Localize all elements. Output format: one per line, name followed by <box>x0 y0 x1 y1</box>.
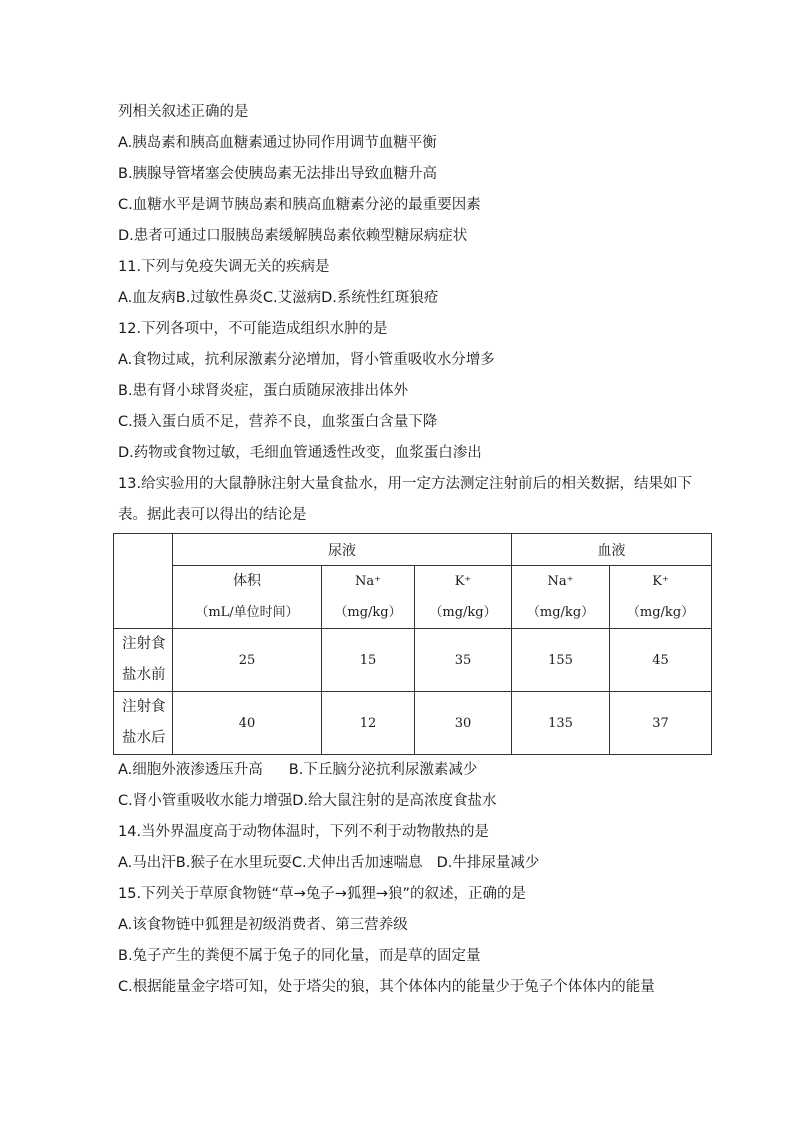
row-label-line-2: 盐水后 <box>122 730 166 746</box>
q12-option-d: D.药物或食物过敏，毛细血管通透性改变，血浆蛋白渗出 <box>118 445 482 461</box>
table-cell: 15 <box>322 629 415 692</box>
header-blood-k <box>610 566 712 629</box>
na-label: Na⁺ <box>547 574 574 589</box>
table-cell: 25 <box>173 629 322 692</box>
q14-options <box>118 853 539 873</box>
q15-option-b: B.兔子产生的粪便不属于兔子的同化量，而是草的固定量 <box>118 948 481 964</box>
volume-label: 体积 <box>233 573 261 589</box>
table-cell: 135 <box>512 692 610 755</box>
q14-option-d: D.牛排尿量减少 <box>436 855 540 871</box>
header-urine-volume <box>173 566 322 629</box>
experiment-data-table <box>113 533 712 755</box>
k-label: K⁺ <box>454 574 472 589</box>
q10-option-a: A.胰岛素和胰高血糖素通过协同作用调节血糖平衡 <box>118 135 437 151</box>
table-cell: 155 <box>512 629 610 692</box>
question-11-stem: 11.下列与免疫失调无关的疾病是 <box>118 259 330 275</box>
q15-option-c: C.根据能量金字塔可知，处于塔尖的狼，其个体体内的能量少于兔子个体体内的能量 <box>118 979 655 995</box>
q10-option-b: B.胰腺导管堵塞会使胰岛素无法排出导致血糖升高 <box>118 166 438 182</box>
q11-options: A.血友病B.过敏性鼻炎C.艾滋病D.系统性红斑狼疮 <box>118 290 439 306</box>
q12-option-a: A.食物过咸，抗利尿激素分泌增加，肾小管重吸收水分增多 <box>118 352 495 368</box>
table-cell: 12 <box>322 692 415 755</box>
question-14-stem: 14.当外界温度高于动物体温时，下列不利于动物散热的是 <box>118 824 490 840</box>
q10-option-d: D.患者可通过口服胰岛素缓解胰岛素依赖型糖尿病症状 <box>118 228 468 244</box>
row-label <box>114 629 173 692</box>
na-unit: （mg/kg） <box>334 605 402 620</box>
k-unit: （mg/kg） <box>626 605 695 620</box>
table-row-after-injection <box>114 692 712 755</box>
row-label-line-1: 注射食 <box>122 699 166 715</box>
header-urine-k <box>415 566 512 629</box>
question-10-stem-continuation: 列相关叙述正确的是 <box>118 104 249 120</box>
q12-option-c: C.摄入蛋白质不足，营养不良，血浆蛋白含量下降 <box>118 414 438 430</box>
q10-option-c: C.血糖水平是调节胰岛素和胰高血糖素分泌的最重要因素 <box>118 197 481 213</box>
row-label-line-1: 注射食 <box>122 636 166 652</box>
table-cell: 30 <box>415 692 512 755</box>
volume-unit: （mL/单位时间） <box>195 605 299 620</box>
question-13-stem-line-2: 表。据此表可以得出的结论是 <box>118 507 307 523</box>
k-unit: （mg/kg） <box>429 605 497 620</box>
question-12-stem: 12.下列各项中，不可能造成组织水肿的是 <box>118 321 388 337</box>
table-cell: 37 <box>610 692 712 755</box>
q14-options-abc: A.马出汗B.猴子在水里玩耍C.犬伸出舌加速喘息 <box>118 855 423 871</box>
table-cell: 35 <box>415 629 512 692</box>
table-cell: 40 <box>173 692 322 755</box>
k-label: K⁺ <box>652 574 669 589</box>
table-corner-cell <box>114 534 173 629</box>
table-row-before-injection <box>114 629 712 692</box>
header-blood-na <box>512 566 610 629</box>
question-13-stem-line-1: 13.给实验用的大鼠静脉注射大量食盐水，用一定方法测定注射前后的相关数据，结果如下 <box>118 476 693 492</box>
q15-option-a: A.该食物链中狐狸是初级消费者、第三营养级 <box>118 917 408 933</box>
na-label: Na⁺ <box>355 574 381 589</box>
header-urine-na <box>322 566 415 629</box>
table-cell: 45 <box>610 629 712 692</box>
na-unit: （mg/kg） <box>526 605 595 620</box>
q13-options-cd: C.肾小管重吸收水能力增强D.给大鼠注射的是高浓度食盐水 <box>118 793 497 809</box>
header-urine: 尿液 <box>173 534 512 566</box>
row-label-line-2: 盐水前 <box>122 667 166 683</box>
q13-options-ab <box>118 760 477 780</box>
row-label <box>114 692 173 755</box>
q12-option-b: B.患有肾小球肾炎症，蛋白质随尿液排出体外 <box>118 383 409 399</box>
question-15-stem: 15.下列关于草原食物链“草→兔子→狐狸→狼”的叙述，正确的是 <box>118 886 527 902</box>
header-blood: 血液 <box>512 534 712 566</box>
q13-option-a: A.细胞外液渗透压升高 <box>118 762 263 778</box>
q13-option-b: B.下丘脑分泌抗利尿激素减少 <box>288 762 478 778</box>
